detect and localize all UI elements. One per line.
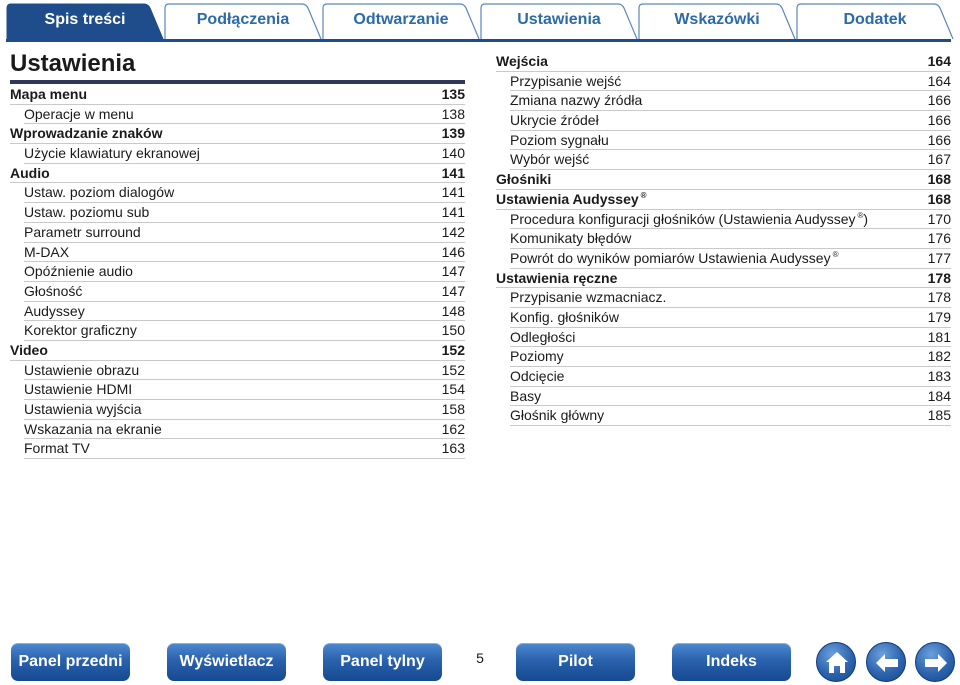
tab-label: Odtwarzanie: [353, 11, 449, 28]
toc-label: Przypisanie wejść: [510, 72, 622, 89]
toc-label: Ustawienie HDMI: [24, 381, 133, 398]
toc-label: Poziom sygnału: [510, 131, 609, 148]
toc-page: 146: [441, 243, 465, 260]
page-title: Ustawienia: [10, 50, 136, 77]
toc-item[interactable]: [496, 249, 951, 269]
toc-page: 148: [441, 302, 465, 319]
toc-page: 147: [441, 263, 465, 280]
toc-item[interactable]: [496, 387, 951, 407]
tab-contents[interactable]: [6, 3, 164, 40]
toc-label: Poziomy: [510, 348, 564, 365]
toc-label: Ustawienia wyjścia: [24, 401, 142, 417]
toc-item[interactable]: [496, 308, 951, 328]
toc-label: Ustaw. poziomu sub: [24, 204, 150, 221]
toc-item[interactable]: [10, 223, 465, 243]
toc-label: Parametr surround: [24, 223, 141, 240]
toc-page: 166: [927, 131, 951, 148]
tab-appendix[interactable]: [796, 3, 954, 40]
toc-label: Ukrycie źródeł: [510, 112, 599, 129]
tab-playback[interactable]: [322, 3, 480, 40]
toc-label: Komunikaty błędów: [510, 230, 632, 247]
tab-label: Spis treści: [44, 11, 126, 28]
toc-section[interactable]: [10, 341, 465, 361]
toc-label: Format TV: [24, 440, 90, 457]
toc-label: Video: [10, 341, 48, 358]
toc-page: 184: [927, 387, 951, 404]
toc-page: 141: [441, 164, 465, 181]
toc-item[interactable]: [496, 347, 951, 367]
tab-bar: [6, 3, 954, 40]
toc-item[interactable]: [496, 91, 951, 111]
toc-page: 141: [441, 184, 465, 201]
toc-page: 167: [927, 151, 951, 168]
toc-right: [496, 52, 951, 426]
display-button[interactable]: Wyświetlacz: [167, 643, 286, 681]
toc-section[interactable]: [10, 164, 465, 184]
toc-item[interactable]: [10, 380, 465, 400]
toc-label: Audio: [10, 164, 50, 181]
toc-label: Odcięcie: [510, 368, 565, 384]
toc-page: 142: [441, 223, 465, 240]
toc-section[interactable]: [10, 124, 465, 144]
toc-item[interactable]: [496, 72, 951, 92]
toc-label: Wejścia: [496, 53, 548, 69]
toc-page: 185: [927, 407, 951, 424]
toc-item[interactable]: [496, 210, 951, 230]
toc-label: Korektor graficzny: [24, 322, 137, 339]
toc-label: Ustaw. poziom dialogów: [24, 184, 175, 201]
toc-label: Wybór wejść: [510, 151, 590, 168]
toc-label: Ustawienia ręczne: [496, 269, 618, 286]
toc-section[interactable]: [496, 269, 951, 289]
toc-label: Basy: [510, 387, 542, 404]
tab-label: Dodatek: [843, 11, 907, 28]
toc-item[interactable]: [496, 229, 951, 249]
toc-item[interactable]: [496, 367, 951, 387]
toc-label-suffix: ): [863, 210, 869, 227]
toc-label-wrap: [510, 210, 868, 230]
tab-underline: [6, 39, 951, 42]
toc-page: 135: [441, 86, 465, 102]
toc-label: Głośnik główny: [510, 407, 605, 424]
toc-item[interactable]: [10, 420, 465, 440]
toc-item[interactable]: [10, 262, 465, 282]
tab-connections[interactable]: [164, 3, 322, 40]
toc-page: 158: [441, 401, 465, 417]
toc-item[interactable]: [10, 105, 465, 125]
rear-panel-button[interactable]: Panel tylny: [323, 643, 442, 681]
page-number: 5: [476, 650, 484, 666]
toc-page: 152: [441, 361, 465, 378]
remote-button[interactable]: Pilot: [516, 643, 635, 681]
toc-page: 152: [441, 341, 465, 358]
arrow-left-icon: [867, 643, 907, 683]
home-button[interactable]: [816, 642, 856, 682]
toc-item[interactable]: [496, 328, 951, 348]
toc-page: 139: [441, 125, 465, 142]
toc-page: 141: [441, 204, 465, 221]
back-button[interactable]: [866, 642, 906, 682]
tab-label: Ustawienia: [517, 11, 601, 28]
toc-page: 164: [927, 72, 951, 89]
toc-section[interactable]: [496, 170, 951, 190]
toc-item[interactable]: [10, 243, 465, 263]
toc-section[interactable]: [496, 52, 951, 72]
toc-section[interactable]: [496, 190, 951, 210]
toc-item[interactable]: [496, 288, 951, 308]
forward-button[interactable]: [915, 642, 955, 682]
toc-page: 170: [927, 210, 951, 227]
front-panel-button[interactable]: Panel przedni: [11, 643, 130, 681]
toc-label: Odległości: [510, 328, 576, 345]
toc-label: Przypisanie wzmacniacz.: [510, 289, 667, 306]
toc-page: 181: [927, 328, 951, 345]
toc-label: Opóźnienie audio: [24, 263, 133, 280]
home-icon: [817, 643, 857, 683]
toc-page: 168: [927, 190, 951, 207]
toc-left: [10, 85, 465, 459]
toc-page: 150: [441, 322, 465, 339]
toc-page: 178: [927, 269, 951, 286]
toc-item[interactable]: [10, 183, 465, 203]
toc-label: Głośność: [24, 282, 83, 299]
registered-mark: ®: [857, 210, 864, 220]
toc-label-wrap: [510, 249, 839, 269]
toc-page: 177: [927, 249, 951, 266]
toc-page: 147: [441, 282, 465, 299]
toc-page: 178: [927, 289, 951, 306]
toc-item[interactable]: [10, 321, 465, 341]
tab-label: Wskazówki: [674, 11, 760, 28]
toc-item[interactable]: [10, 302, 465, 322]
toc-label: Ustawienia Audyssey: [496, 190, 639, 207]
toc-label: Głośniki: [496, 171, 552, 188]
toc-item[interactable]: [496, 131, 951, 151]
toc-item[interactable]: [496, 406, 951, 426]
tab-settings[interactable]: [480, 3, 638, 40]
toc-page: 179: [927, 308, 951, 325]
toc-page: 162: [441, 420, 465, 437]
toc-label: Procedura konfiguracji głośników (Ustawienia Audyssey: [510, 210, 856, 227]
toc-item[interactable]: [10, 361, 465, 381]
toc-page: 176: [927, 230, 951, 247]
toc-item[interactable]: [10, 282, 465, 302]
toc-label: Powrót do wyników pomiarów Ustawienia Audyssey: [510, 249, 831, 266]
toc-page: 168: [927, 171, 951, 188]
toc-page: 164: [927, 53, 951, 69]
registered-mark: ®: [640, 190, 647, 200]
toc-page: 140: [441, 145, 465, 162]
registered-mark: ®: [832, 249, 839, 259]
toc-page: 138: [441, 105, 465, 122]
toc-page: 182: [927, 348, 951, 365]
toc-item[interactable]: [10, 439, 465, 459]
tab-label: Podłączenia: [196, 11, 290, 28]
toc-label: Zmiana nazwy źródła: [510, 92, 643, 109]
toc-item[interactable]: [10, 144, 465, 164]
toc-item[interactable]: [10, 203, 465, 223]
tab-tips[interactable]: [638, 3, 796, 40]
toc-label: Ustawienie obrazu: [24, 361, 140, 378]
toc-page: 166: [927, 112, 951, 129]
toc-label: Konfig. głośników: [510, 308, 619, 325]
toc-item[interactable]: [496, 150, 951, 170]
toc-label: Audyssey: [24, 302, 85, 319]
arrow-right-icon: [916, 643, 956, 683]
toc-page: 166: [927, 92, 951, 109]
toc-item[interactable]: [10, 400, 465, 420]
toc-label: Użycie klawiatury ekranowej: [24, 145, 200, 162]
toc-page: 163: [441, 440, 465, 457]
toc-page: 154: [441, 381, 465, 398]
toc-item[interactable]: [496, 111, 951, 131]
toc-label: M-DAX: [24, 243, 70, 260]
toc-label: Operacje w menu: [24, 105, 134, 122]
toc-label: Wprowadzanie znaków: [10, 125, 163, 142]
toc-page: 183: [927, 368, 951, 384]
toc-label: Wskazania na ekranie: [24, 420, 162, 437]
title-rule: [10, 80, 465, 84]
toc-label-wrap: [496, 190, 647, 210]
index-button[interactable]: Indeks: [672, 643, 791, 681]
toc-section[interactable]: [10, 85, 465, 105]
toc-label: Mapa menu: [10, 86, 88, 102]
